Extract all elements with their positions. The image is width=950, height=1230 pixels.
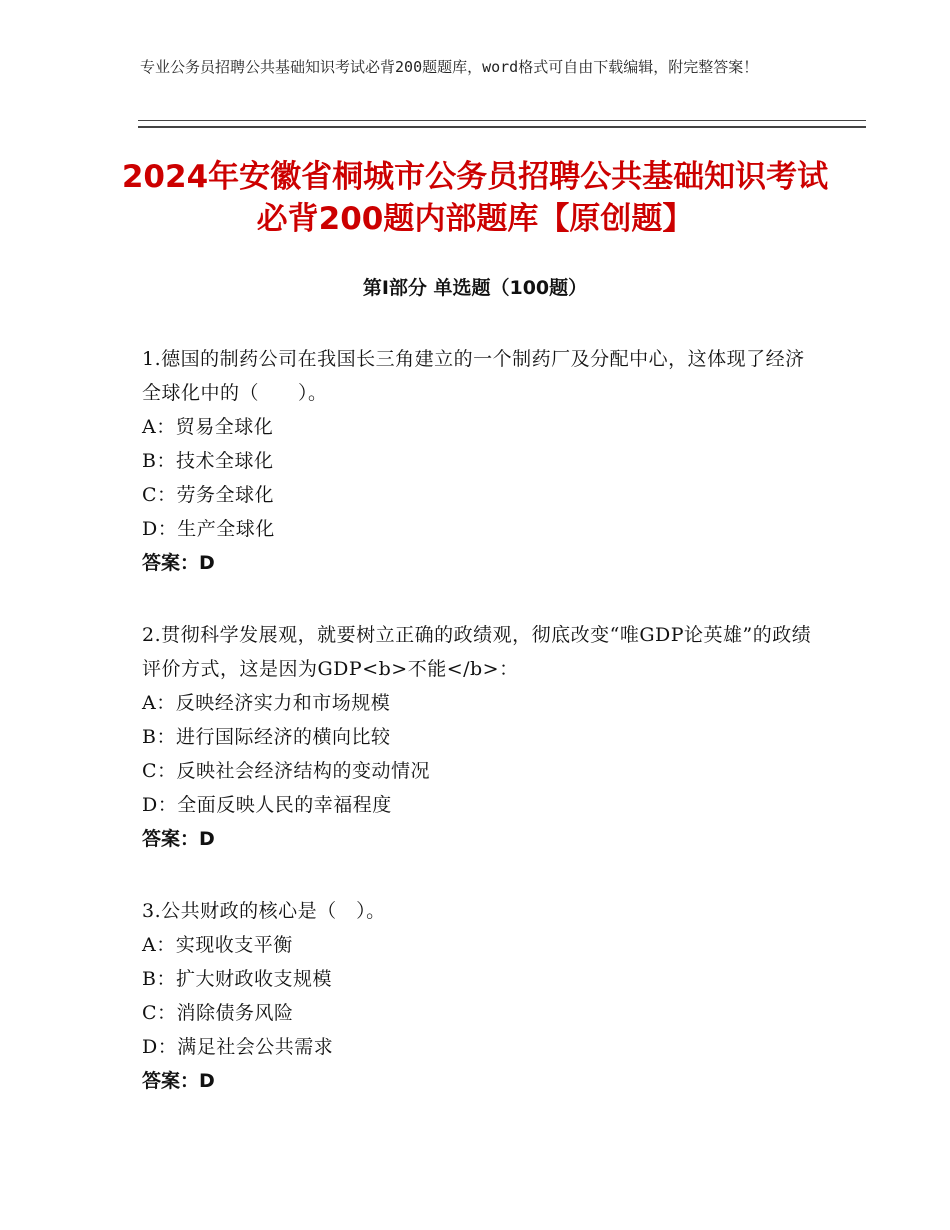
option-a: A：反映经济实力和市场规模 [142,692,391,714]
question-stem: 3.公共财政的核心是（ ）。 [142,900,386,922]
header-note: 专业公务员招聘公共基础知识考试必背200题题库，word格式可自由下载编辑，附完整答案！ [140,58,759,76]
option-c: C：反映社会经济结构的变动情况 [142,760,431,782]
option-b: B：进行国际经济的横向比较 [142,726,391,748]
option-d: D：生产全球化 [142,518,275,540]
option-b: B：扩大财政收支规模 [142,968,332,990]
section-heading: 第I部分 单选题（100题） [362,277,588,299]
answer-line: 答案：D [142,1070,215,1092]
option-a: A：实现收支平衡 [142,934,293,956]
question-item [142,618,812,856]
header-divider [138,120,866,128]
answer-line: 答案：D [142,552,215,574]
option-d: D：全面反映人民的幸福程度 [142,794,392,816]
question-list [142,342,812,1136]
question-stem: 1.德国的制药公司在我国长三角建立的一个制药厂及分配中心，这体现了经济全球化中的（ ）。 [142,348,805,404]
document-title: 2024年安徽省桐城市公务员招聘公共基础知识考试必背200题内部题库【原创题】 [121,159,829,237]
option-c: C：消除债务风险 [142,1002,294,1024]
answer-line: 答案：D [142,828,215,850]
option-d: D：满足社会公共需求 [142,1036,334,1058]
option-a: A：贸易全球化 [142,416,274,438]
question-stem: 2.贯彻科学发展观，就要树立正确的政绩观，彻底改变“唯GDP论英雄”的政绩评价方式，这是因为GDP<b>不能</b>： [142,624,812,680]
question-item [142,894,812,1098]
option-c: C：劳务全球化 [142,484,275,506]
question-item [142,342,812,580]
option-b: B：技术全球化 [142,450,274,472]
